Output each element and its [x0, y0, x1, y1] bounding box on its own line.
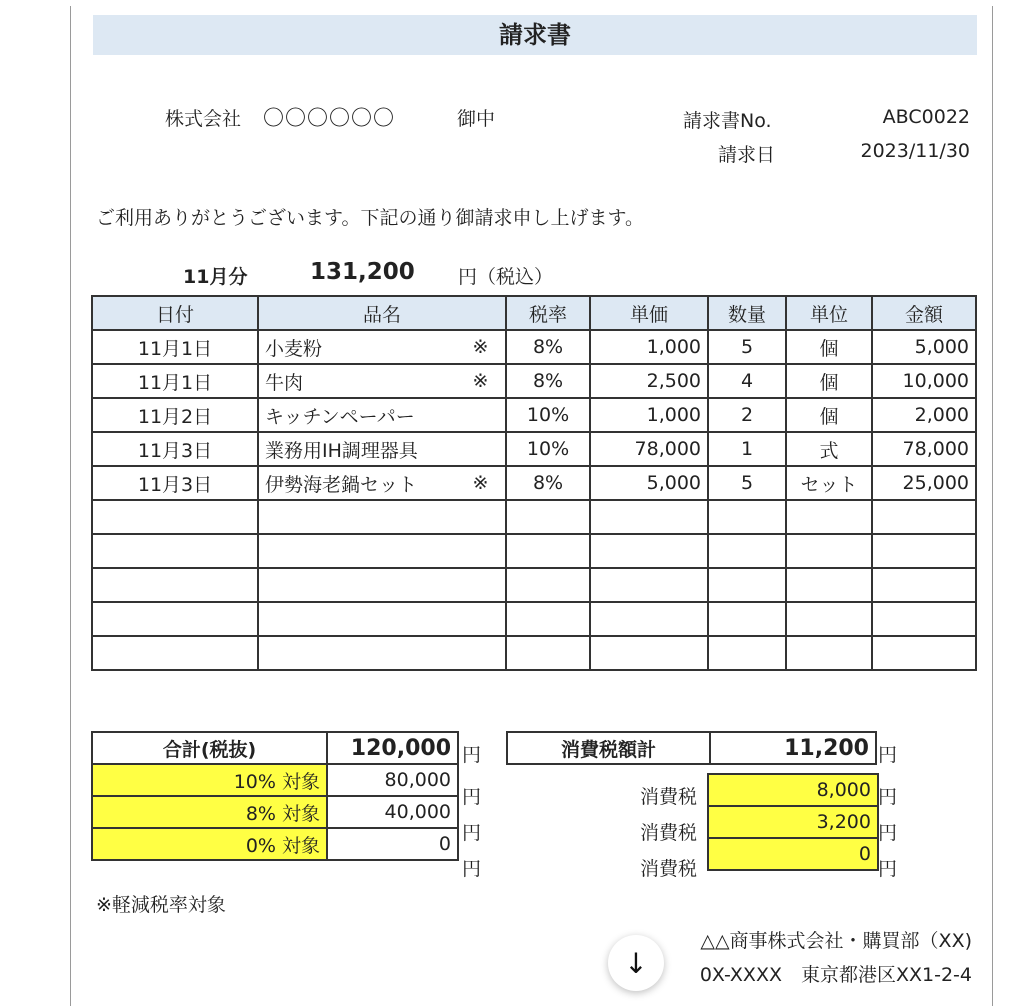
cell-amount — [872, 602, 976, 636]
cell-unit-price: 1,000 — [590, 330, 708, 364]
cell-quantity — [708, 602, 786, 636]
table-row — [92, 636, 976, 670]
header-tax-rate: 税率 — [506, 296, 590, 330]
tax-total-value: 11,200 — [710, 732, 876, 764]
cell-item-name: 伊勢海老鍋セット — [258, 466, 456, 500]
issuer-address: 0X-XXXX 東京都港区XX1-2-4 — [699, 964, 972, 986]
cell-reduced-mark — [456, 568, 506, 602]
table-row — [92, 602, 976, 636]
tax-amount-10: 8,000 — [708, 774, 878, 806]
cell-date: 11月1日 — [92, 330, 258, 364]
cell-unit-price: 1,000 — [590, 398, 708, 432]
cell-unit — [786, 636, 872, 670]
cell-amount — [872, 534, 976, 568]
subtotal-label: 合計(税抜) — [92, 732, 327, 764]
cell-reduced-mark — [456, 500, 506, 534]
table-row — [92, 568, 976, 602]
cell-item-name: キッチンペーパー — [258, 398, 456, 432]
cell-date: 11月1日 — [92, 364, 258, 398]
cell-item-name: 牛肉 — [258, 364, 456, 398]
header-quantity: 数量 — [708, 296, 786, 330]
cell-amount: 2,000 — [872, 398, 976, 432]
cell-amount: 78,000 — [872, 432, 976, 466]
yen-label: 円 — [462, 858, 482, 880]
cell-tax-rate — [506, 568, 590, 602]
breakdown-base-0: 0 — [327, 828, 458, 860]
cell-amount: 10,000 — [872, 364, 976, 398]
cell-unit — [786, 500, 872, 534]
cell-date — [92, 568, 258, 602]
cell-unit-price — [590, 636, 708, 670]
cell-quantity — [708, 568, 786, 602]
header-unit: 単位 — [786, 296, 872, 330]
breakdown-target-10: 10% 対象 — [92, 764, 327, 796]
cell-reduced-mark — [456, 534, 506, 568]
invoice-items-table — [91, 295, 977, 671]
reduced-tax-note: ※軽減税率対象 — [96, 894, 226, 916]
cell-item-name — [258, 568, 456, 602]
cell-amount — [872, 568, 976, 602]
cell-date: 11月2日 — [92, 398, 258, 432]
cell-reduced-mark — [456, 432, 506, 466]
tax-total-yen: 円 — [878, 744, 898, 766]
total-unit: 円（税込） — [458, 266, 554, 288]
cell-quantity — [708, 636, 786, 670]
cell-tax-rate — [506, 636, 590, 670]
breakdown-target-0: 0% 対象 — [92, 828, 327, 860]
cell-date: 11月3日 — [92, 432, 258, 466]
cell-reduced-mark — [456, 636, 506, 670]
table-row — [92, 432, 976, 466]
header-date: 日付 — [92, 296, 258, 330]
invoice-date-value: 2023/11/30 — [860, 140, 970, 162]
cell-date — [92, 602, 258, 636]
tax-amount-8: 3,200 — [708, 806, 878, 838]
cell-date — [92, 636, 258, 670]
tax-label-10: 消費税 — [640, 786, 698, 808]
cell-unit-price — [590, 500, 708, 534]
cell-tax-rate: 10% — [506, 398, 590, 432]
yen-label: 円 — [462, 786, 482, 808]
yen-label: 円 — [878, 786, 898, 808]
cell-reduced-mark: ※ — [456, 364, 506, 398]
yen-label: 円 — [878, 822, 898, 844]
invoice-date-label: 請求日 — [718, 144, 776, 166]
yen-label: 円 — [878, 858, 898, 880]
cell-unit-price: 78,000 — [590, 432, 708, 466]
cell-unit-price — [590, 534, 708, 568]
invoice-no-value: ABC0022 — [882, 106, 970, 128]
yen-label: 円 — [462, 822, 482, 844]
cell-date: 11月3日 — [92, 466, 258, 500]
invoice-no-label: 請求書No. — [683, 110, 772, 132]
cell-tax-rate — [506, 534, 590, 568]
cell-quantity: 2 — [708, 398, 786, 432]
cell-quantity — [708, 534, 786, 568]
cell-unit-price — [590, 568, 708, 602]
scroll-down-button[interactable] — [608, 935, 664, 991]
table-row — [92, 466, 976, 500]
cell-tax-rate: 8% — [506, 466, 590, 500]
total-amount: 131,200 — [310, 259, 415, 285]
table-row — [92, 398, 976, 432]
header-unit-price: 単価 — [590, 296, 708, 330]
cell-item-name: 小麦粉 — [258, 330, 456, 364]
invoice-title: 請求書 — [93, 15, 977, 55]
client-company-prefix: 株式会社 — [165, 108, 242, 130]
cell-date — [92, 500, 258, 534]
cell-reduced-mark — [456, 398, 506, 432]
cell-quantity: 4 — [708, 364, 786, 398]
cell-unit-price: 5,000 — [590, 466, 708, 500]
breakdown-target-8: 8% 対象 — [92, 796, 327, 828]
cell-amount — [872, 636, 976, 670]
tax-total-label: 消費税額計 — [507, 732, 710, 764]
subtotal-yen: 円 — [462, 744, 482, 766]
cell-tax-rate: 10% — [506, 432, 590, 466]
cell-quantity: 5 — [708, 330, 786, 364]
cell-reduced-mark: ※ — [456, 466, 506, 500]
cell-item-name — [258, 636, 456, 670]
client-honorific: 御中 — [457, 108, 496, 130]
header-amount: 金額 — [872, 296, 976, 330]
table-row — [92, 364, 976, 398]
greeting-text: ご利用ありがとうございます。下記の通り御請求申し上げます。 — [96, 207, 644, 229]
cell-quantity: 1 — [708, 432, 786, 466]
cell-reduced-mark — [456, 602, 506, 636]
cell-tax-rate — [506, 500, 590, 534]
cell-unit: セット — [786, 466, 872, 500]
subtotal-table — [91, 731, 459, 861]
cell-item-name — [258, 500, 456, 534]
cell-unit — [786, 534, 872, 568]
cell-item-name — [258, 534, 456, 568]
breakdown-base-8: 40,000 — [327, 796, 458, 828]
cell-unit — [786, 568, 872, 602]
issuer-name: △△商事株式会社・購買部（XX) — [700, 930, 972, 952]
breakdown-base-10: 80,000 — [327, 764, 458, 796]
cell-unit-price — [590, 602, 708, 636]
tax-amount-0: 0 — [708, 838, 878, 870]
cell-unit-price: 2,500 — [590, 364, 708, 398]
cell-tax-rate: 8% — [506, 364, 590, 398]
cell-quantity — [708, 500, 786, 534]
tax-label-8: 消費税 — [640, 822, 698, 844]
cell-item-name — [258, 602, 456, 636]
subtotal-value: 120,000 — [327, 732, 458, 764]
cell-date — [92, 534, 258, 568]
table-row — [92, 500, 976, 534]
cell-tax-rate: 8% — [506, 330, 590, 364]
table-row — [92, 330, 976, 364]
client-company-name: 〇〇〇〇〇〇 — [263, 106, 395, 130]
cell-amount: 25,000 — [872, 466, 976, 500]
arrow-down-icon: ↓ — [624, 946, 648, 980]
cell-unit: 個 — [786, 398, 872, 432]
tax-breakdown-table — [707, 773, 879, 871]
table-row — [92, 534, 976, 568]
cell-amount: 5,000 — [872, 330, 976, 364]
cell-unit — [786, 602, 872, 636]
cell-unit: 個 — [786, 330, 872, 364]
cell-tax-rate — [506, 602, 590, 636]
cell-quantity: 5 — [708, 466, 786, 500]
total-month: 11月分 — [183, 266, 248, 288]
cell-unit: 式 — [786, 432, 872, 466]
header-item-name: 品名 — [258, 296, 506, 330]
table-header-row — [92, 296, 976, 330]
tax-total-table — [506, 731, 877, 765]
cell-unit: 個 — [786, 364, 872, 398]
cell-item-name: 業務用IH調理器具 — [258, 432, 456, 466]
tax-label-0: 消費税 — [640, 858, 698, 880]
cell-reduced-mark: ※ — [456, 330, 506, 364]
cell-amount — [872, 500, 976, 534]
